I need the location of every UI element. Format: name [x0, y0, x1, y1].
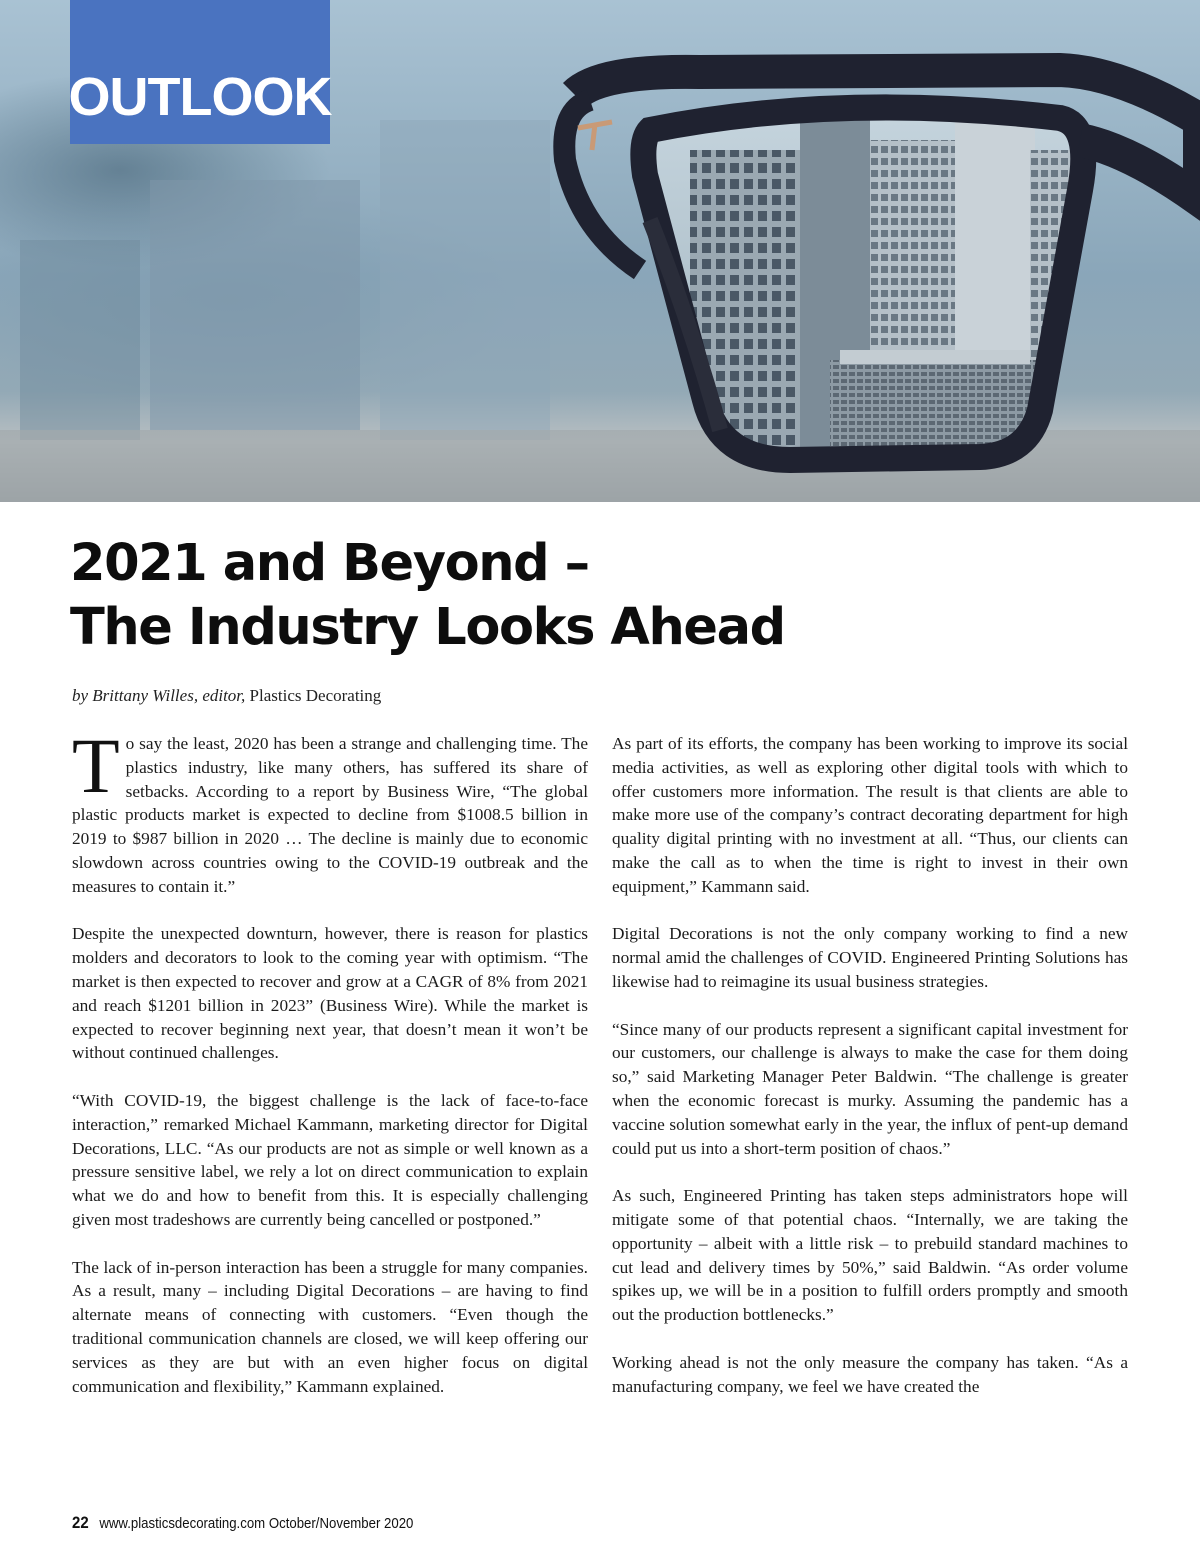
paragraph: As such, Engineered Printing has taken steps administrators hope will mitigate some of that potential chaos. “Internally, we are taking the opportunity – albeit with a little risk – to prebuild standard machines to cut lead and delivery times by 50%,” said Baldwin. “As order volume spikes up, we will be in a position to fulfill orders promptly and smooth out the production bottlenecks.” [612, 1186, 1128, 1325]
article-title-line-1: 2021 and Beyond – [70, 534, 589, 593]
section-tag: OUTLOOK [70, 0, 330, 144]
drop-cap: T [72, 722, 120, 809]
article-title [70, 532, 1130, 660]
byline [72, 686, 381, 706]
paragraph: “Since many of our products represent a significant capital investment for our customers, our challenge is always to make the case for them doing so,” said Marketing Manager Peter Baldwin. “The challenge is greater when the economic forecast is murky. Assuming the pandemic has a vaccine solution somewhat early in the year, the influx of pent-up demand could put us into a short-term position of chaos.” [612, 1019, 1128, 1158]
byline-author: by Brittany Willes, editor, [72, 686, 246, 705]
paragraph [72, 722, 588, 899]
paragraph-text: o say the least, 2020 has been a strange and challenging time. The plastics industry, like many others, has suffered its share of setbacks. According to a report by Business Wire, “The global plastic products market is expected to decline from $1008.5 billion in 2019 to $987 billion in 2020 … The decline is mainly due to economic slowdown across countries owing to the COVID-19 outbreak and the measures to contain it.” [72, 734, 588, 896]
page-footer [72, 1513, 413, 1533]
article-title-line-2: The Industry Looks Ahead [70, 598, 785, 657]
left-column [72, 722, 588, 1422]
footer-website: www.plasticsdecorating.com [99, 1515, 266, 1532]
footer-issue: October/November 2020 [268, 1515, 414, 1532]
hero-image [0, 0, 1200, 502]
byline-publication: Plastics Decorating [249, 686, 382, 705]
paragraph: “With COVID-19, the biggest challenge is the lack of face-to-face interaction,” remarked Michael Kammann, marketing director for Digital Decorations, LLC. “As our products are not as simple or well known as a pressure sensitive label, we rely a lot on direct communication to explain what we do and how to benefit from this. It is especially challenging given most tradeshows are currently being cancelled or postponed.” [72, 1090, 588, 1229]
page-number: 22 [72, 1513, 89, 1532]
paragraph: As part of its efforts, the company has been working to improve its social media activities, as well as exploring other digital tools with which to offer customers more information. The result is that clients are able to make more use of the company’s contract decorating department for high quality digital printing with no investment at all. “Thus, our clients can make the call as to when the time is right to invest in their own equipment,” Kammann said. [612, 734, 1128, 896]
paragraph: Digital Decorations is not the only company working to find a new normal amid the challenges of COVID. Engineered Printing Solutions has likewise had to reimagine its usual business strategies. [612, 924, 1128, 991]
paragraph: Despite the unexpected downturn, however, there is reason for plastics molders and decorators to look to the coming year with optimism. “The market is then expected to recover and grow at a CAGR of 8% from 2021 and reach $1201 billion in 2023” (Business Wire). While the market is expected to recover beginning next year, that doesn’t mean it won’t be without continued challenges. [72, 924, 588, 1063]
paragraph: The lack of in-person interaction has been a struggle for many companies. As a result, many – including Digital Decorations – are having to find alternate means of connecting with customers. “Even though the traditional communication channels are closed, we will keep offering our services as they are but with an even higher focus on digital communication and flexibility,” Kammann explained. [72, 1257, 588, 1396]
paragraph: Working ahead is not the only measure the company has taken. “As a manufacturing company, we feel we have created the [612, 1352, 1128, 1396]
right-column [612, 732, 1128, 1422]
